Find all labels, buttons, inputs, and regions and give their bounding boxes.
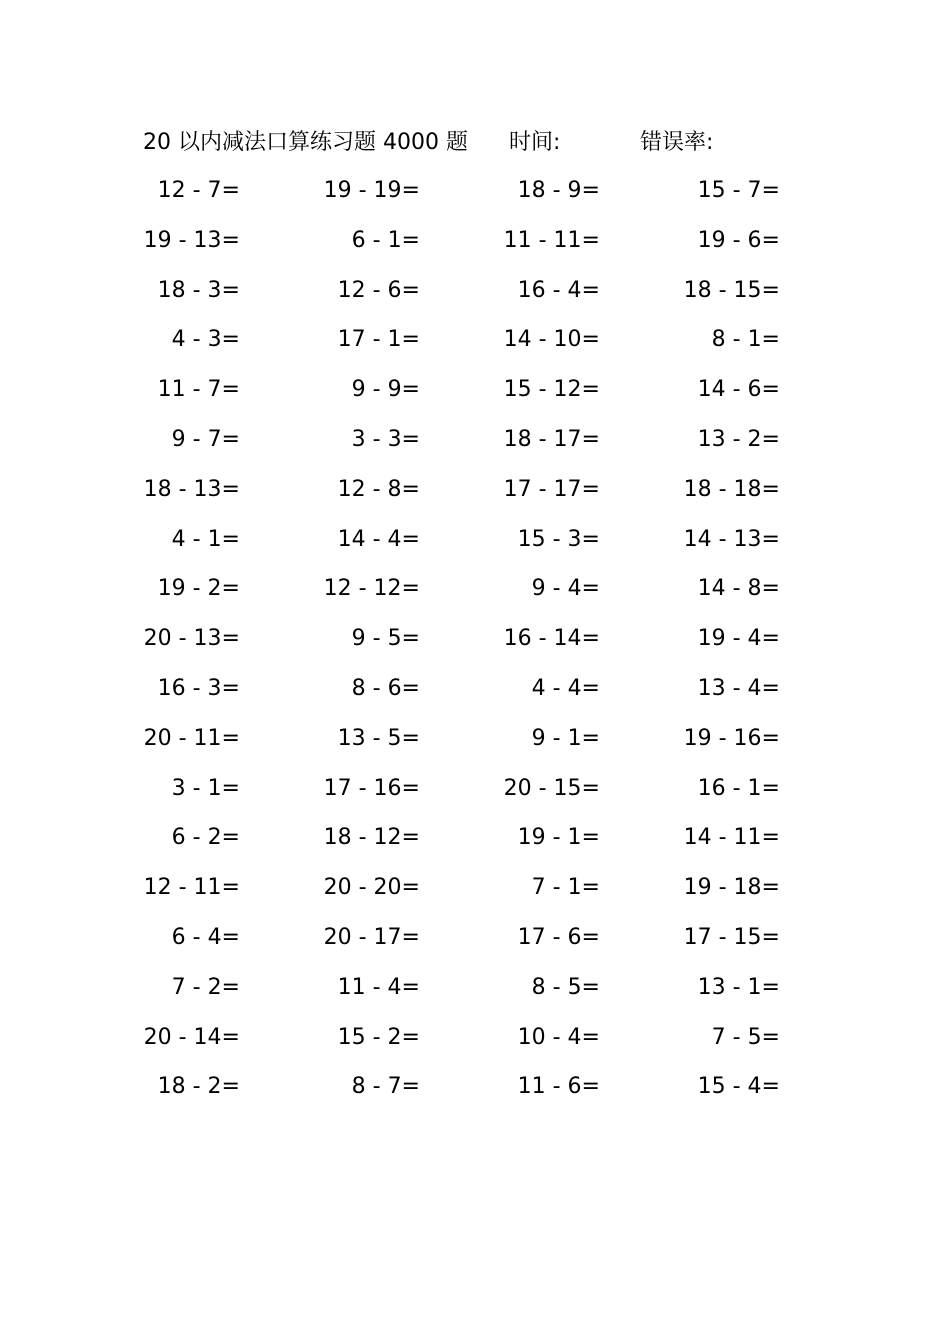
problem-row [0, 172, 950, 222]
problem-cell: 19 - 4= [697, 626, 780, 652]
problem-cell: 11 - 6= [517, 1074, 600, 1100]
problem-cell: 20 - 15= [503, 775, 600, 801]
problem-cell: 4 - 1= [171, 526, 240, 552]
problem-cell: 7 - 1= [531, 875, 600, 901]
worksheet-title: 20 以内减法口算练习题 4000 题 [143, 130, 468, 155]
problem-row [0, 471, 950, 521]
problem-cell: 13 - 5= [337, 725, 420, 751]
problem-row [0, 421, 950, 471]
problem-cell: 12 - 7= [157, 178, 240, 203]
problem-row [0, 272, 950, 322]
problem-cell: 15 - 7= [697, 178, 780, 203]
problem-cell: 18 - 15= [683, 277, 780, 303]
worksheet-header [0, 126, 950, 160]
problem-cell: 17 - 15= [683, 924, 780, 950]
problem-cell: 12 - 6= [337, 277, 420, 303]
problem-cell: 7 - 2= [171, 974, 240, 1000]
problem-cell: 20 - 13= [143, 626, 240, 652]
problem-cell: 18 - 2= [157, 1074, 240, 1100]
problem-cell: 20 - 17= [323, 924, 420, 950]
problem-cell: 4 - 4= [531, 675, 600, 701]
problem-cell: 13 - 4= [697, 675, 780, 701]
problem-cell: 16 - 4= [517, 277, 600, 303]
error-rate-label: 错误率: [640, 130, 714, 155]
problem-cell: 9 - 5= [351, 626, 420, 652]
problem-cell: 9 - 1= [531, 725, 600, 751]
problem-cell: 14 - 13= [683, 526, 780, 552]
problem-row [0, 521, 950, 571]
problem-cell: 14 - 8= [697, 576, 780, 602]
problem-cell: 20 - 11= [143, 725, 240, 751]
problem-cell: 19 - 16= [683, 725, 780, 751]
problem-cell: 18 - 17= [503, 426, 600, 452]
problem-cell: 19 - 13= [143, 227, 240, 253]
problem-cell: 9 - 4= [531, 576, 600, 602]
problem-cell: 17 - 6= [517, 924, 600, 950]
problem-cell: 10 - 4= [517, 1024, 600, 1050]
problem-row [0, 869, 950, 919]
problem-cell: 13 - 1= [697, 974, 780, 1000]
problem-cell: 11 - 11= [503, 227, 600, 253]
problem-cell: 11 - 4= [337, 974, 420, 1000]
problem-cell: 12 - 12= [323, 576, 420, 602]
problem-cell: 18 - 12= [323, 825, 420, 851]
problem-row [0, 371, 950, 421]
problem-cell: 16 - 14= [503, 626, 600, 652]
problem-row [0, 670, 950, 720]
problem-row [0, 1068, 950, 1118]
problem-cell: 20 - 14= [143, 1024, 240, 1050]
problem-cell: 8 - 1= [711, 327, 780, 353]
problem-cell: 18 - 13= [143, 476, 240, 502]
problem-cell: 15 - 12= [503, 377, 600, 403]
problem-row [0, 222, 950, 272]
problem-cell: 8 - 7= [351, 1074, 420, 1100]
problem-cell: 15 - 2= [337, 1024, 420, 1050]
problem-grid [0, 172, 950, 1118]
problem-row [0, 720, 950, 770]
problem-cell: 20 - 20= [323, 875, 420, 901]
problem-cell: 6 - 4= [171, 924, 240, 950]
problem-row [0, 570, 950, 620]
problem-cell: 12 - 11= [143, 875, 240, 901]
problem-row [0, 819, 950, 869]
problem-row [0, 770, 950, 820]
problem-cell: 19 - 6= [697, 227, 780, 253]
problem-row [0, 321, 950, 371]
problem-cell: 9 - 9= [351, 377, 420, 403]
problem-cell: 16 - 1= [697, 775, 780, 801]
problem-cell: 17 - 16= [323, 775, 420, 801]
problem-cell: 11 - 7= [157, 377, 240, 403]
problem-row [0, 620, 950, 670]
problem-cell: 6 - 2= [171, 825, 240, 851]
problem-cell: 14 - 4= [337, 526, 420, 552]
problem-cell: 19 - 2= [157, 576, 240, 602]
problem-cell: 19 - 18= [683, 875, 780, 901]
problem-cell: 14 - 11= [683, 825, 780, 851]
problem-cell: 13 - 2= [697, 426, 780, 452]
problem-row [0, 1019, 950, 1069]
problem-cell: 8 - 5= [531, 974, 600, 1000]
problem-cell: 17 - 17= [503, 476, 600, 502]
problem-cell: 17 - 1= [337, 327, 420, 353]
problem-cell: 18 - 18= [683, 476, 780, 502]
problem-cell: 16 - 3= [157, 675, 240, 701]
problem-cell: 15 - 3= [517, 526, 600, 552]
problem-cell: 7 - 5= [711, 1024, 780, 1050]
problem-cell: 14 - 10= [503, 327, 600, 353]
problem-cell: 4 - 3= [171, 327, 240, 353]
problem-cell: 3 - 1= [171, 775, 240, 801]
problem-cell: 12 - 8= [337, 476, 420, 502]
problem-cell: 15 - 4= [697, 1074, 780, 1100]
problem-cell: 6 - 1= [351, 227, 420, 253]
problem-cell: 18 - 9= [517, 178, 600, 203]
problem-cell: 9 - 7= [171, 426, 240, 452]
problem-cell: 19 - 1= [517, 825, 600, 851]
problem-cell: 14 - 6= [697, 377, 780, 403]
problem-row [0, 969, 950, 1019]
problem-cell: 8 - 6= [351, 675, 420, 701]
problem-row [0, 919, 950, 969]
problem-cell: 19 - 19= [323, 178, 420, 203]
problem-cell: 3 - 3= [351, 426, 420, 452]
time-label: 时间: [509, 130, 561, 155]
problem-cell: 18 - 3= [157, 277, 240, 303]
